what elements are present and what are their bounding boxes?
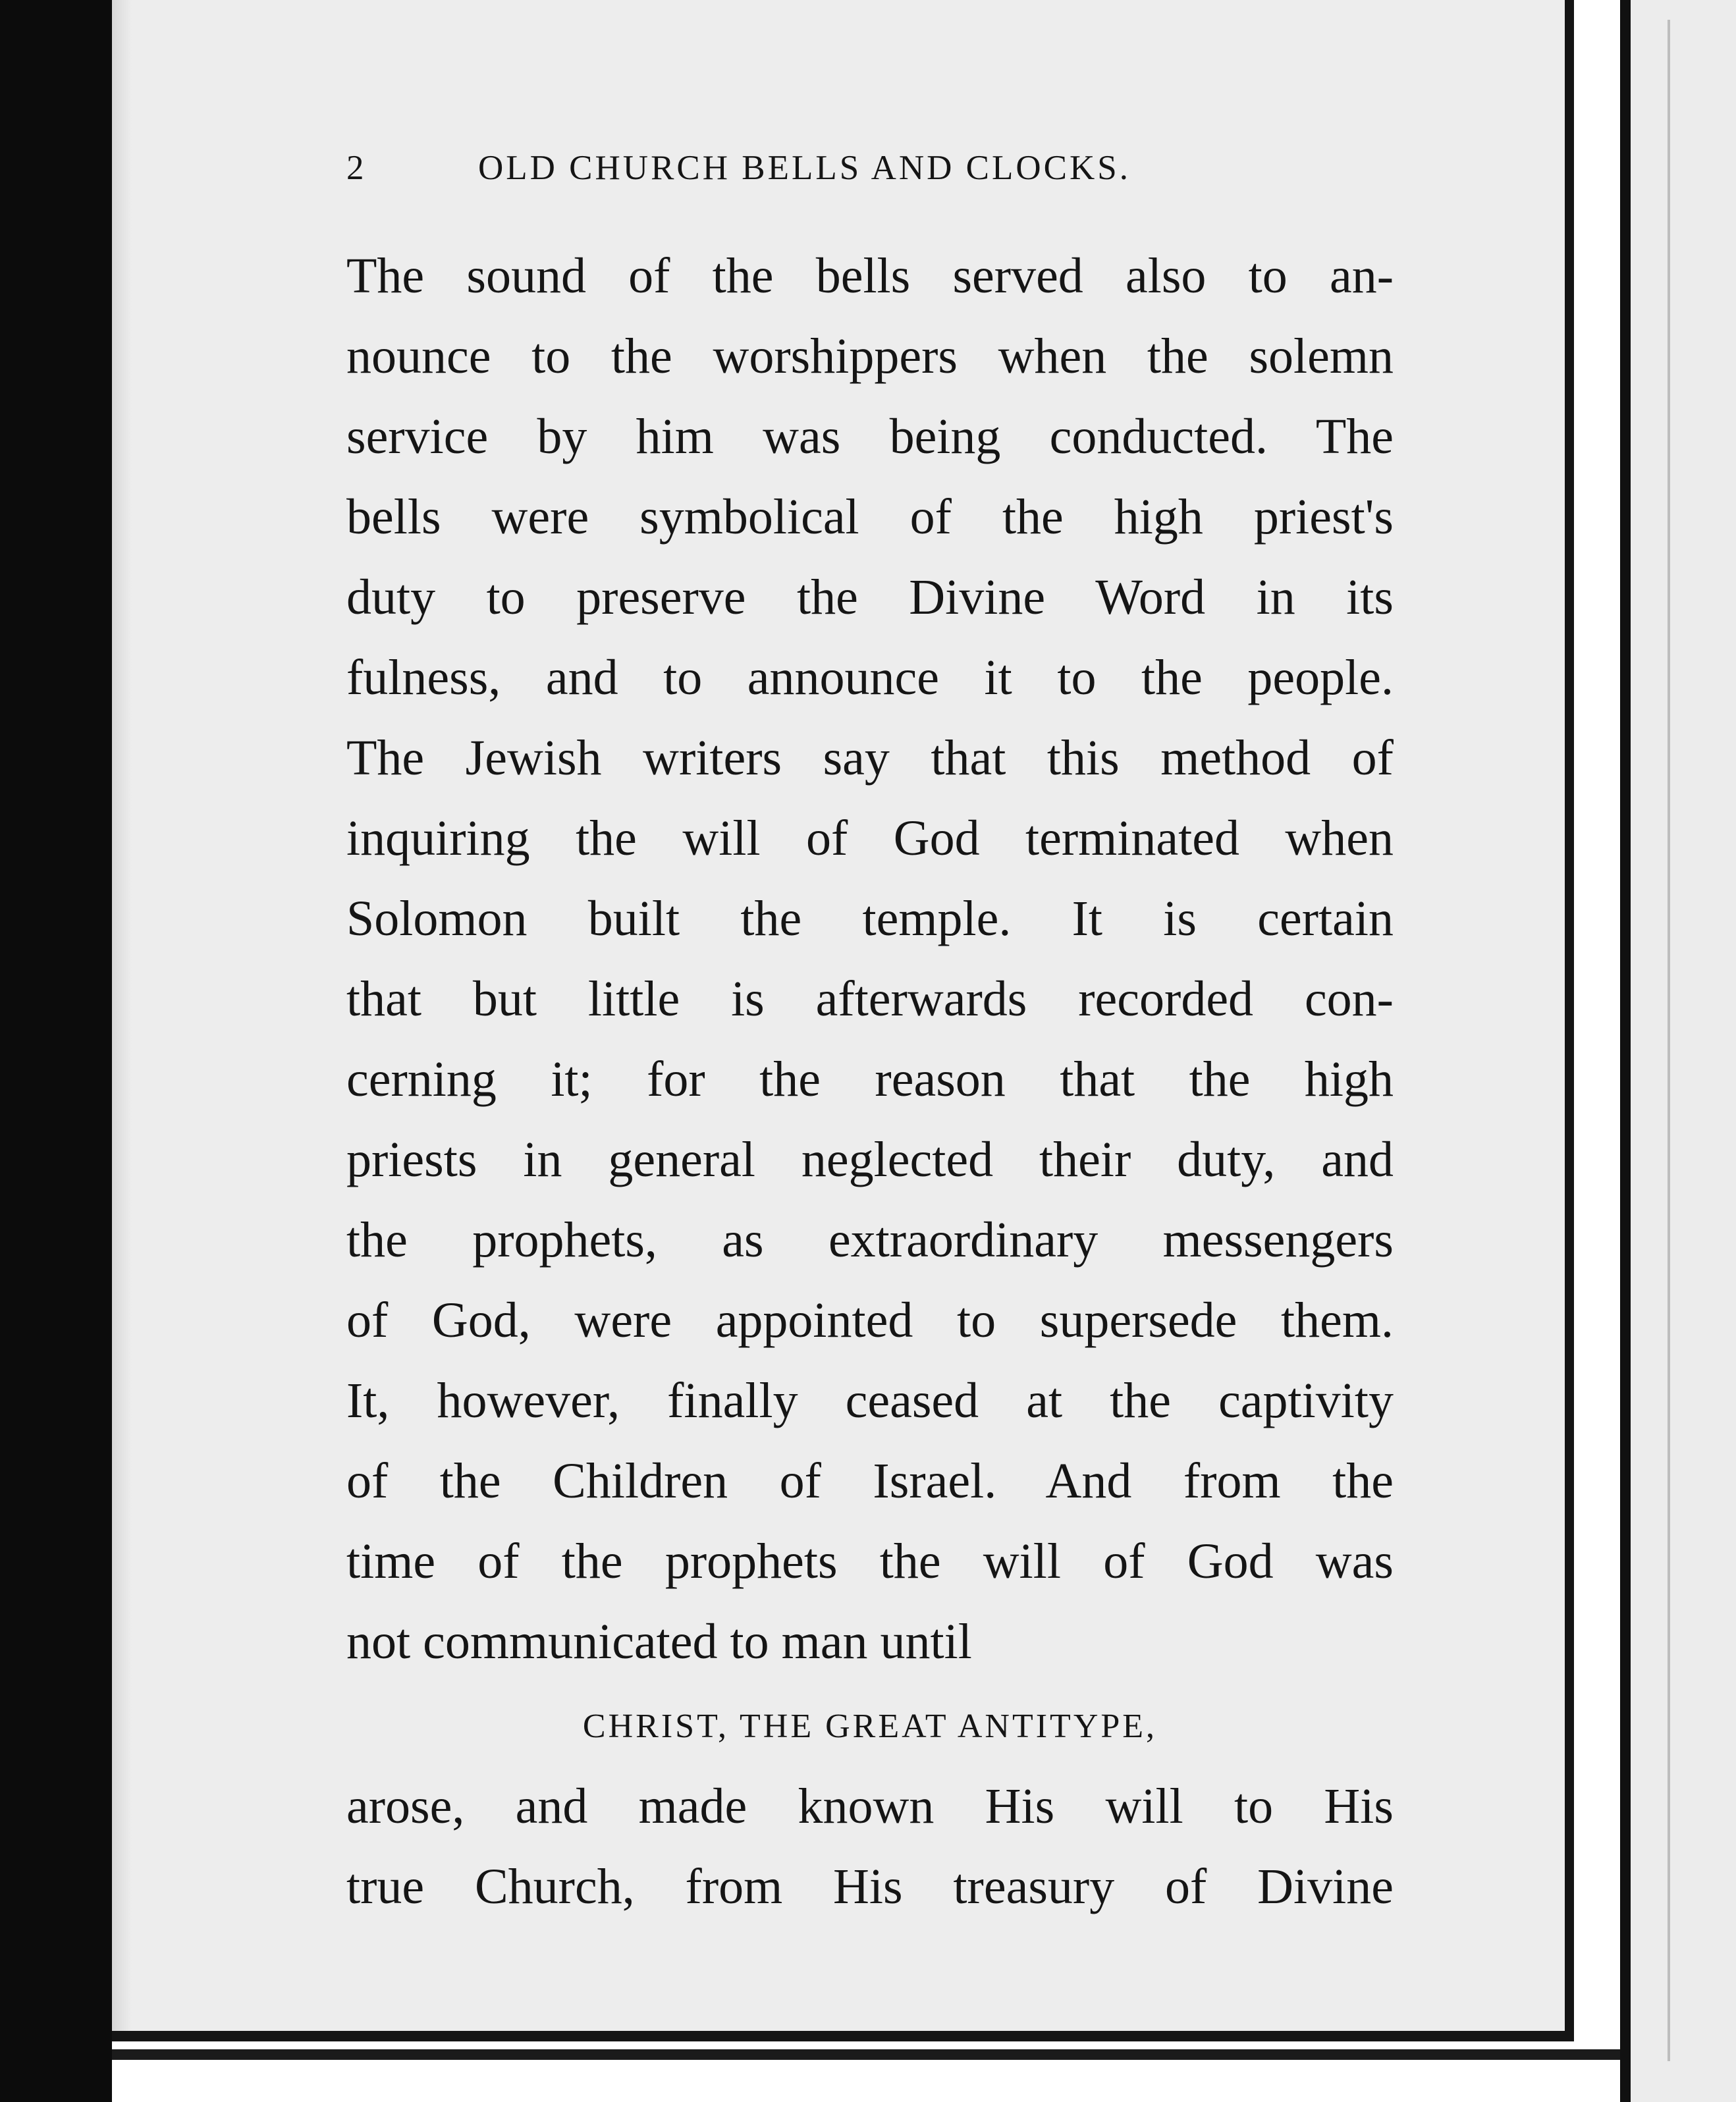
text-line: inquiring the will of God terminated when — [346, 811, 1394, 866]
body-text — [346, 236, 1394, 1927]
running-header — [346, 148, 1361, 194]
text-line: bells were symbolical of the high priest's — [346, 489, 1394, 545]
text-line: priests in general neglected their duty, and — [346, 1132, 1394, 1187]
scan-left-border — [0, 0, 112, 2102]
text-line: nounce to the worshippers when the solemn — [346, 329, 1394, 384]
text-line: The Jewish writers say that this method of — [346, 730, 1394, 786]
running-title: OLD CHURCH BELLS AND CLOCKS. — [478, 149, 1131, 187]
text-line: that but little is afterwards recorded con- — [346, 971, 1394, 1027]
page-number: 2 — [346, 149, 367, 187]
text-line: the prophets, as extraordinary messengers — [346, 1212, 1394, 1268]
text-line: cerning it; for the reason that the high — [346, 1052, 1394, 1107]
text-line: The sound of the bells served also to an- — [346, 248, 1394, 304]
text-line: Solomon built the temple. It is certain — [346, 891, 1394, 946]
page-gutter-shadow — [112, 0, 132, 2031]
paragraph-1 — [346, 236, 1394, 1682]
text-line: fulness, and to announce it to the people. — [346, 650, 1394, 705]
text-line: true Church, from His treasury of Divine — [346, 1859, 1394, 1914]
text-line: of God, were appointed to supersede them. — [346, 1293, 1394, 1348]
scan-gap — [1574, 0, 1620, 2102]
text-line: service by him was being conducted. The — [346, 409, 1394, 464]
paragraph-2 — [346, 1766, 1394, 1927]
text-line: of the Children of Israel. And from the — [346, 1453, 1394, 1509]
text-line: time of the prophets the will of God was — [346, 1534, 1394, 1589]
text-line: arose, and made known His will to His — [346, 1779, 1394, 1834]
page-bottom-border — [112, 2049, 1620, 2060]
text-line: It, however, finally ceased at the captivity — [346, 1373, 1394, 1428]
text-line: not communicated to man until — [346, 1614, 972, 1669]
adjacent-page-rule — [1668, 20, 1670, 2061]
section-subheading: CHRIST, THE GREAT ANTITYPE, — [582, 1708, 1158, 1745]
adjacent-page-edge — [1620, 0, 1736, 2102]
text-line: duty to preserve the Divine Word in its — [346, 570, 1394, 625]
